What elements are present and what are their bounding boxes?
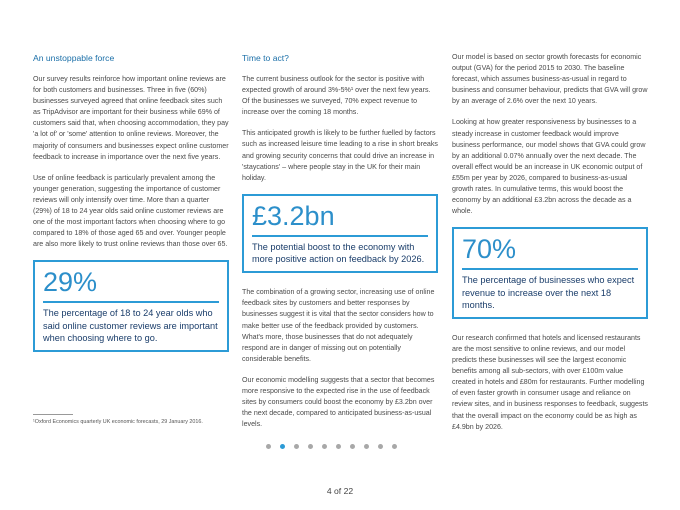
stat-description: The percentage of businesses who expect revenue to increase over the next 18 months. <box>462 275 635 310</box>
column-1 <box>33 52 229 366</box>
stat-number: 70% <box>462 234 517 265</box>
section-heading-time-to-act: Time to act? <box>242 53 289 63</box>
stat-callout-29-percent <box>33 260 229 352</box>
stat-divider <box>462 268 638 270</box>
stat-number: 29% <box>43 267 98 298</box>
paragraph: The combination of a growing sector, increasing use of online feedback sites by customers and better responses by businesses suggest it is vital that the sector considers how to make better use of the feedback provided by customers. What's more, those businesses that do not adequately respond are in danger of missing out on potentially considerable benefits. <box>242 288 435 363</box>
paragraph: This anticipated growth is likely to be further fuelled by factors such as increased leisure time leading to a rise in short breaks and growing security concerns that could drive an increase in 'staycations' – where people stay in the UK for their main holiday. <box>242 129 438 182</box>
stat-description: The percentage of 18 to 24 year olds who said online customer reviews are important when choosing where to go. <box>43 308 218 343</box>
page-dot[interactable] <box>266 444 271 449</box>
footnote-divider <box>33 414 73 415</box>
section-heading-unstoppable-force: An unstoppable force <box>33 53 115 63</box>
stat-divider <box>252 235 428 237</box>
page-number: 4 of 22 <box>326 486 354 496</box>
stat-callout-70-percent <box>452 227 648 319</box>
page-dot[interactable] <box>322 444 327 449</box>
paragraph: The current business outlook for the sector is positive with expected growth of around 3%-5%¹ over the next few years. Of the businesses we surveyed, 70% expect revenue to increase over the coming 18 months. <box>242 75 431 117</box>
stat-description: The potential boost to the economy with more positive action on feedback by 2026. <box>252 241 425 265</box>
paragraph: Our research confirmed that hotels and licensed restaurants are the most sensitive to online reviews, and our model predicts these businesses will see the largest economic benefits among all sub-sectors, with over £100m value created in hotels and £80m for restaurants. Further modelling of even faster growth in consumer usage and reliance on review sites, and in business responses to feedback, suggests that the overall impact on the economy could be as high as £4.9bn by 2026. <box>452 333 648 431</box>
page-dot[interactable] <box>350 444 355 449</box>
page-dot[interactable] <box>280 444 285 449</box>
page-dot[interactable] <box>308 444 313 449</box>
paragraph: Our survey results reinforce how important online reviews are for both customers and businesses. Three in five (60%) businesses surveyed agreed that online feedback sites such as TripAdvisor are important for their business while 69% of customers said that, when choosing accommodation, they pay 'a lot of' or 'some' attention to online reviews. Moreover, the majority of consumers and businesses expect online customer feedback to increase in importance over the next five years. <box>33 75 229 161</box>
paragraph: Use of online feedback is particularly prevalent among the younger generation, suggesting the importance of customer reviews will only intensify over time. More than a quarter (29%) of 18 to 24 year olds said online customer reviews are one of the most important factors when choosing where to go compared to 18% of those aged 65 and over. Younger people are also more likely to trust online reviews than those over 65. <box>33 173 228 249</box>
stat-callout-3-2bn <box>242 194 438 273</box>
page-dot[interactable] <box>392 444 397 449</box>
column-2 <box>242 52 438 440</box>
page-dot[interactable] <box>378 444 383 449</box>
page-dot[interactable] <box>336 444 341 449</box>
page-dot[interactable] <box>364 444 369 449</box>
paragraph: Looking at how greater responsiveness by businesses to a steady increase in customer feedback would improve business performance, our model shows that GVA could grow by an additional 0.07% annually over the next decade. The overall effect would be an increase in UK economic output of £55m per year by 2026, compared to business-as-usual growth rates. In cumulative terms, this would boost the economy by an additional £3.2bn across the decade as a whole. <box>452 118 646 216</box>
paragraph: Our economic modelling suggests that a sector that becomes more responsive to the expected rise in the use of feedback sites by consumers could boost the economy by £3.2bn over the next decade, compared to anticipated business-as-usual levels. <box>242 375 435 429</box>
stat-divider <box>43 301 219 303</box>
footnote: ¹Oxford Economics quarterly UK economic forecasts, 29 January 2016. <box>33 419 203 425</box>
page-dot[interactable] <box>294 444 299 449</box>
page-indicator-dots[interactable] <box>266 444 397 449</box>
paragraph: Our model is based on sector growth forecasts for economic output (GVA) for the period 2015 to 2030. The baseline forecast, which assumes business-as-usual in regard to business and consumer behaviour, predicts that GVA will grow by an average of 2.6% over the next 10 years. <box>452 53 648 106</box>
stat-number: £3.2bn <box>252 200 335 231</box>
column-3 <box>452 52 648 443</box>
